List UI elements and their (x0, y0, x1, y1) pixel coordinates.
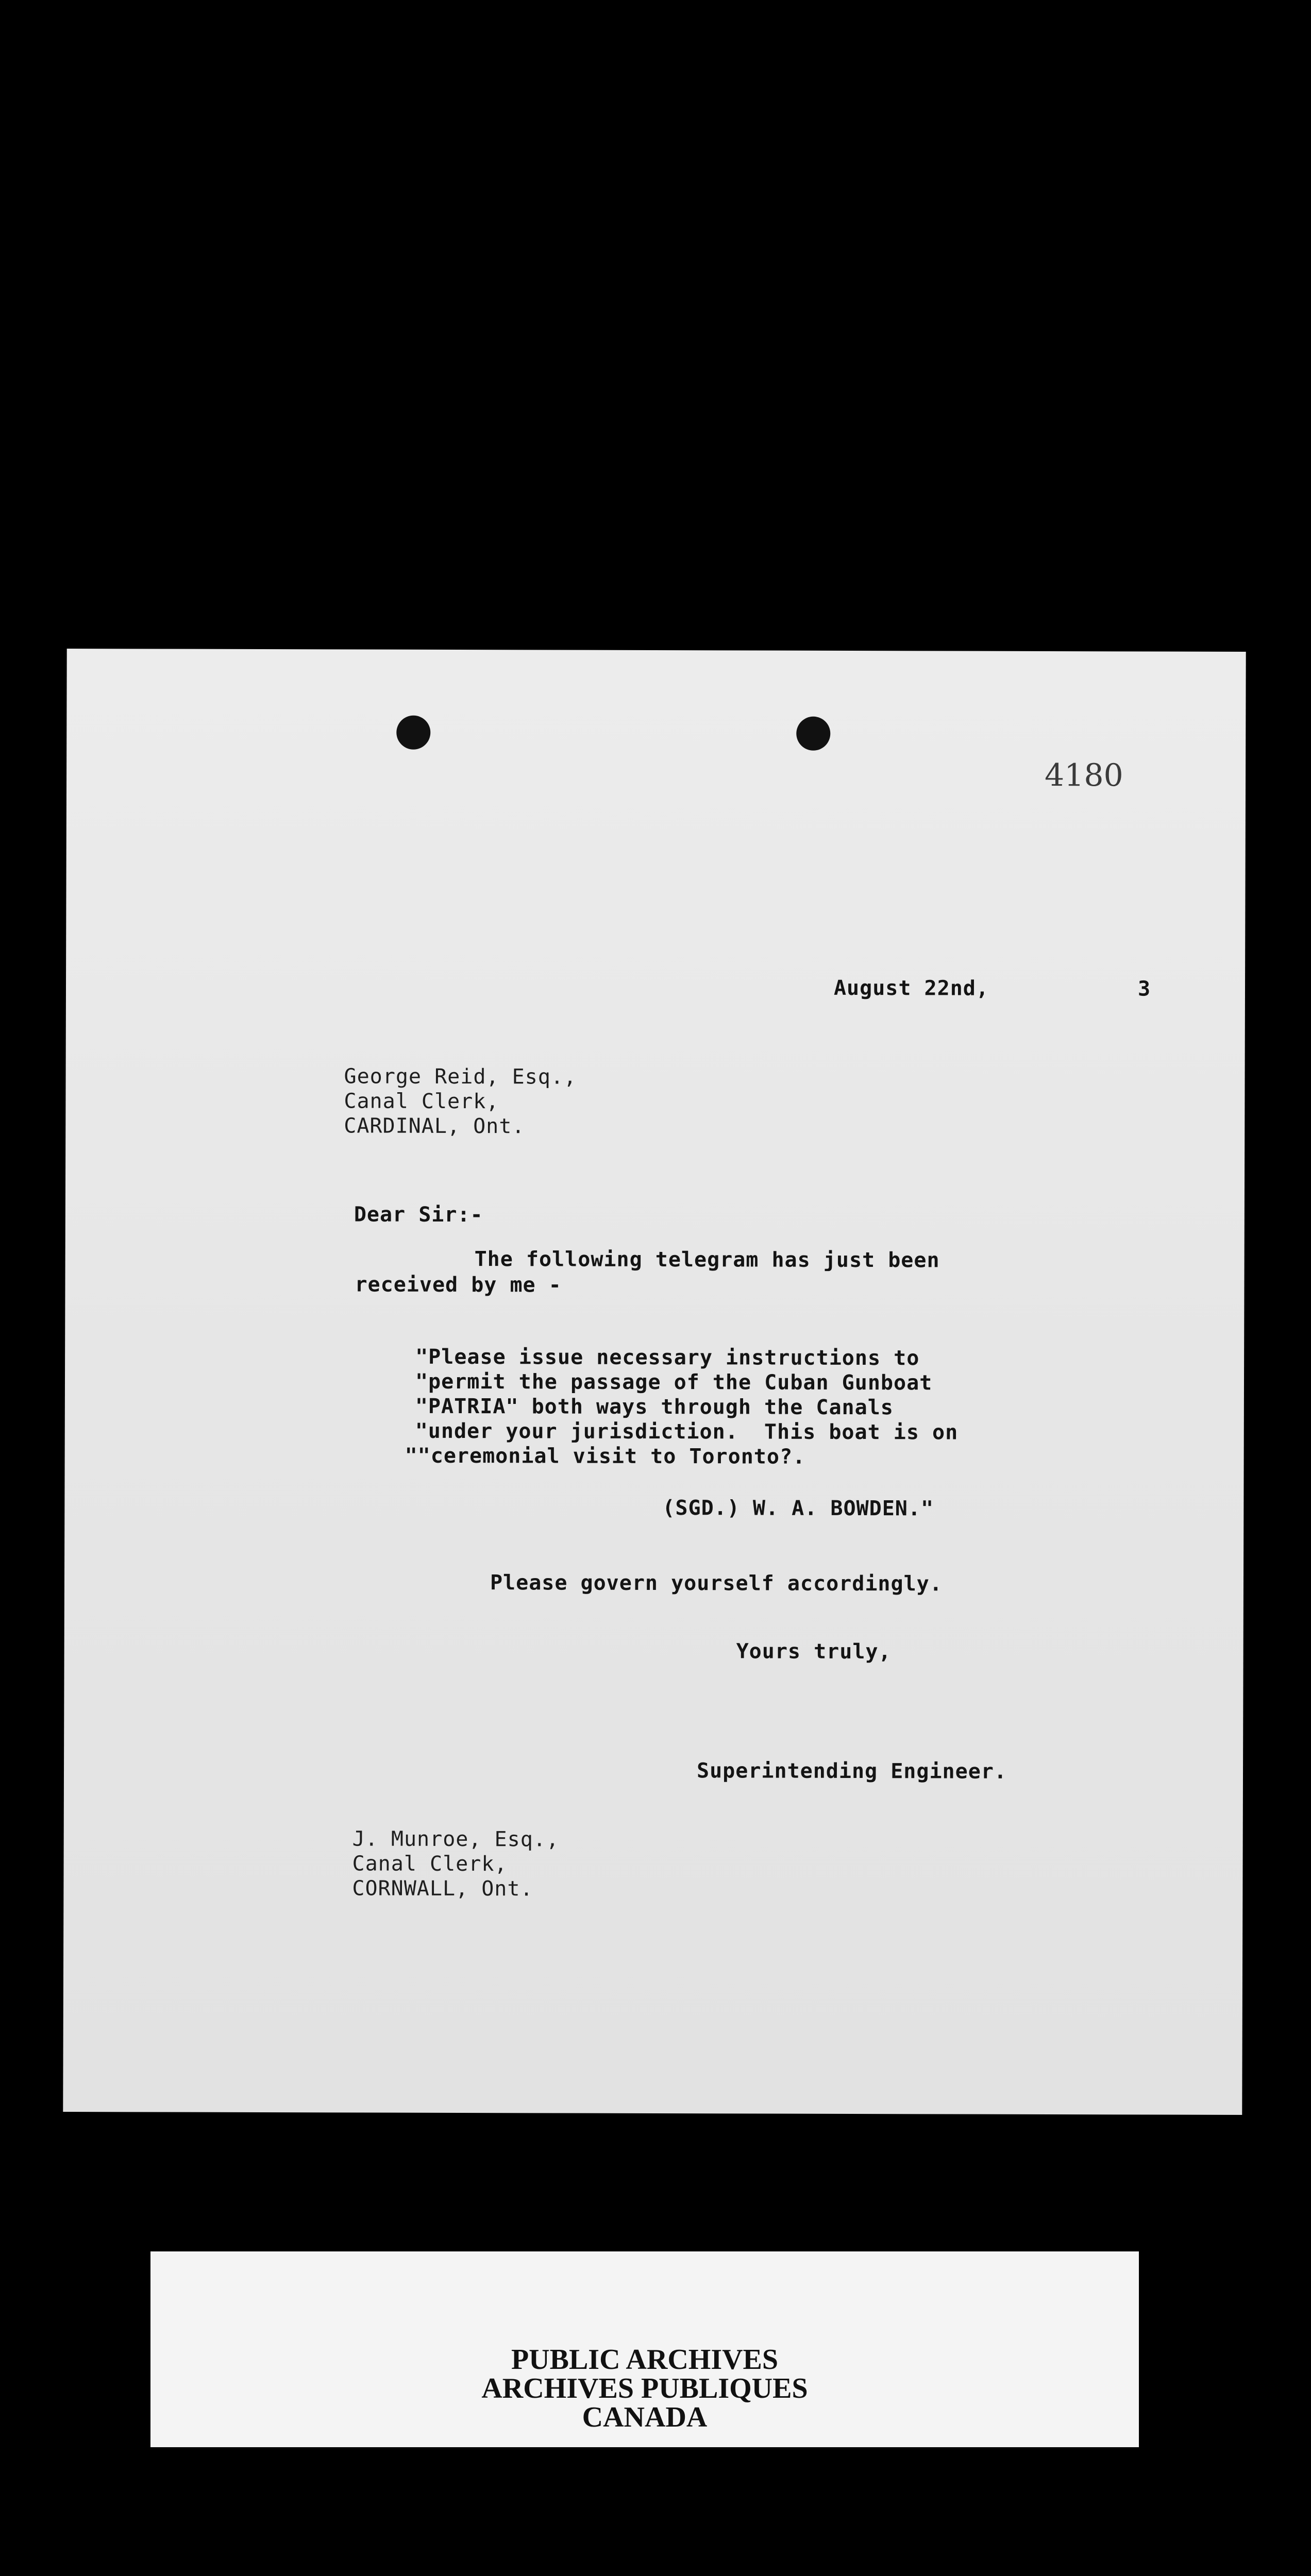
punch-hole-left (396, 716, 430, 750)
signature-title: Superintending Engineer. (696, 1759, 1007, 1784)
telegram-line-1: "Please issue necessary instructions to (415, 1345, 920, 1370)
intro-line-2: received by me - (355, 1273, 562, 1297)
intro-line-1: The following telegram has just been (474, 1247, 940, 1273)
addressee-line-2: Canal Clerk, (344, 1089, 499, 1114)
punch-hole-right (796, 717, 830, 751)
archive-name-french: ARCHIVES PUBLIQUES (481, 2372, 808, 2404)
telegram-signature: (SGD.) W. A. BOWDEN." (662, 1496, 934, 1521)
page-mark: 3 (1137, 977, 1151, 1001)
letter-sheet (63, 649, 1246, 2115)
copy-to-line-1: J. Munroe, Esq., (352, 1827, 560, 1852)
telegram-line-2: "permit the passage of the Cuban Gunboat (415, 1369, 933, 1395)
archive-name-english: PUBLIC ARCHIVES (511, 2344, 779, 2376)
closing: Yours truly, (736, 1639, 892, 1664)
salutation: Dear Sir:- (354, 1202, 483, 1227)
copy-to-line-3: CORNWALL, Ont. (352, 1876, 533, 1901)
addressee-line-1: George Reid, Esq., (344, 1064, 577, 1089)
archive-label-card (150, 2251, 1139, 2447)
archive-country: CANADA (582, 2401, 708, 2433)
file-number: 4180 (1044, 757, 1123, 794)
instruction: Please govern yourself accordingly. (490, 1571, 943, 1596)
telegram-line-4: "under your jurisdiction. This boat is on (415, 1419, 959, 1445)
copy-to-line-2: Canal Clerk, (352, 1852, 508, 1876)
telegram-line-3: "PATRIA" both ways through the Canals (415, 1394, 894, 1420)
telegram-line-5: ""ceremonial visit to Toronto?. (405, 1444, 806, 1469)
addressee-line-3: CARDINAL, Ont. (344, 1114, 525, 1139)
letter-date: August 22nd, (833, 976, 989, 1001)
